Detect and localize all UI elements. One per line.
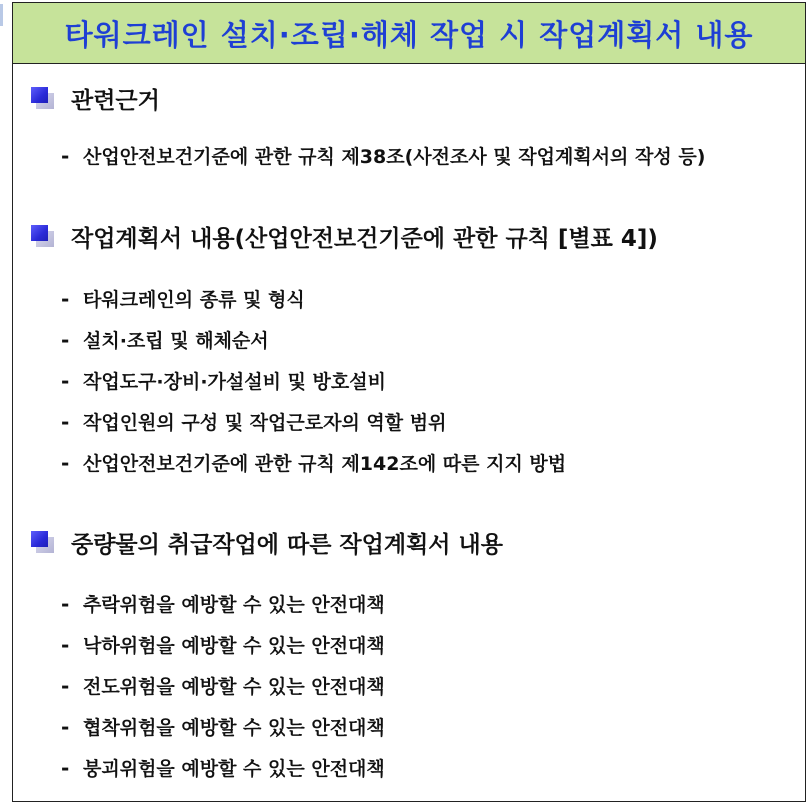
list-item-text: 붕괴위험을 예방할 수 있는 안전대책 xyxy=(83,758,385,780)
content-frame xyxy=(12,2,806,802)
section-heading-text: 중량물의 취급작업에 따른 작업계획서 내용 xyxy=(71,531,503,558)
page-title: 타워크레인 설치·조립·해체 작업 시 작업계획서 내용 xyxy=(64,18,754,52)
list-item-text: 작업인원의 구성 및 작업근로자의 역할 범위 xyxy=(83,412,447,434)
dash-marker: - xyxy=(61,286,70,311)
dash-marker: - xyxy=(61,368,70,393)
list-item-text: 협착위험을 예방할 수 있는 안전대책 xyxy=(83,717,385,739)
list-item-text: 설치·조립 및 해체순서 xyxy=(83,330,269,352)
list-item-text: 낙하위험을 예방할 수 있는 안전대책 xyxy=(83,635,385,657)
list-item-text: 산업안전보건기준에 관한 규칙 제38조(사전조사 및 작업계획서의 작성 등) xyxy=(83,146,706,168)
list-item xyxy=(31,360,791,401)
section-legal-basis xyxy=(31,81,791,176)
title-bar xyxy=(13,3,805,64)
dash-marker: - xyxy=(61,591,70,616)
blue-square-bullet-icon xyxy=(31,87,55,109)
section-work-plan-contents xyxy=(31,219,791,483)
blue-square-bullet-icon xyxy=(31,225,55,247)
dash-marker: - xyxy=(61,632,70,657)
list-item-text: 추락위험을 예방할 수 있는 안전대책 xyxy=(83,594,385,616)
list-item-text: 산업안전보건기준에 관한 규칙 제142조에 따른 지지 방법 xyxy=(83,453,567,475)
list-item xyxy=(31,278,791,319)
section-heading-text: 관련근거 xyxy=(71,87,160,114)
dash-marker: - xyxy=(61,714,70,739)
list-item xyxy=(31,442,791,483)
list-item xyxy=(31,583,791,624)
list-item-text: 작업도구·장비·가설설비 및 방호설비 xyxy=(83,371,386,393)
section-heading xyxy=(31,525,791,559)
section-heading xyxy=(31,219,791,253)
list-item-text: 전도위험을 예방할 수 있는 안전대책 xyxy=(83,676,385,698)
list-item-text: 타워크레인의 종류 및 형식 xyxy=(83,289,305,311)
dash-marker: - xyxy=(61,409,70,434)
dash-marker: - xyxy=(61,327,70,352)
list-item xyxy=(31,624,791,665)
list-item xyxy=(31,319,791,360)
dash-marker: - xyxy=(61,143,70,168)
item-list xyxy=(31,278,791,483)
dash-marker: - xyxy=(61,755,70,780)
item-list xyxy=(31,135,791,176)
left-edge-mark xyxy=(0,4,3,26)
dash-marker: - xyxy=(61,450,70,475)
section-heading xyxy=(31,81,791,115)
item-list xyxy=(31,583,791,788)
list-item xyxy=(31,401,791,442)
list-item xyxy=(31,665,791,706)
section-heading-text: 작업계획서 내용(산업안전보건기준에 관한 규칙 [별표 4]) xyxy=(71,225,658,252)
list-item xyxy=(31,706,791,747)
blue-square-bullet-icon xyxy=(31,531,55,553)
section-heavy-load-work-plan xyxy=(31,525,791,788)
dash-marker: - xyxy=(61,673,70,698)
list-item xyxy=(31,135,791,176)
list-item xyxy=(31,747,791,788)
